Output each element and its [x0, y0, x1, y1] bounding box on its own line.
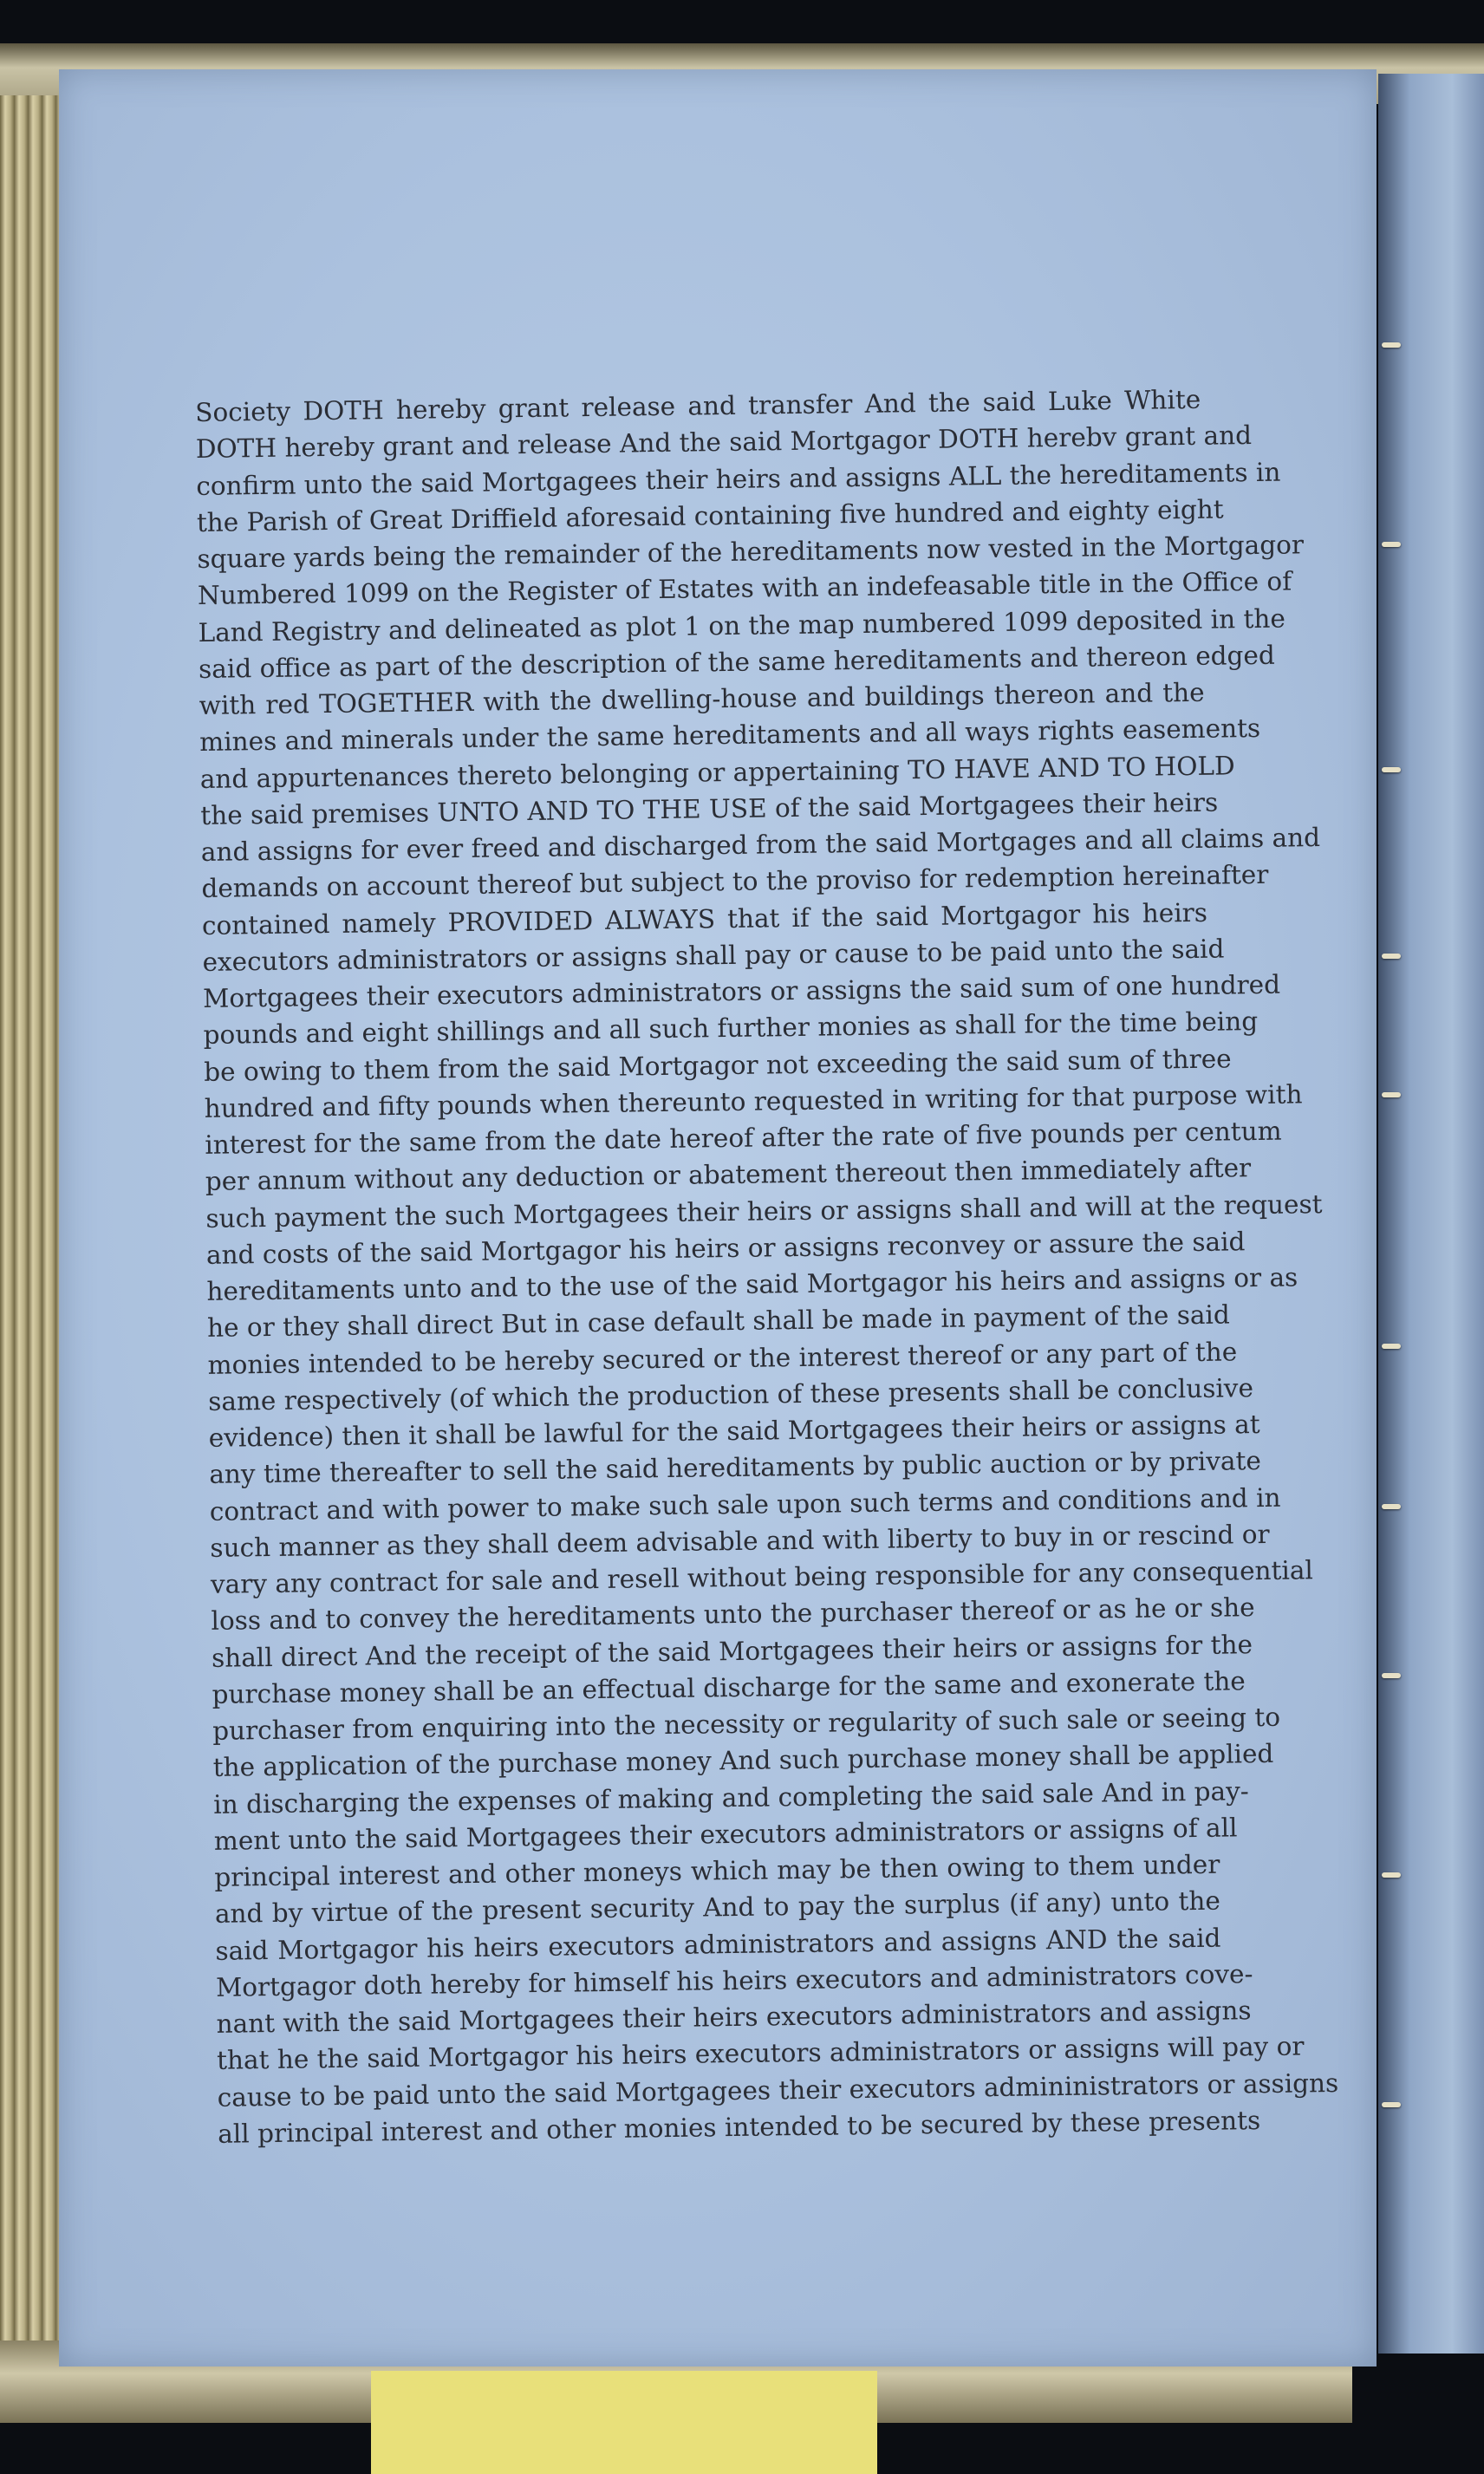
text-line: loss and to convey the hereditaments unto the purchaser thereof or as he or she [211, 1592, 1255, 1637]
text-line: mines and minerals under the same hereditaments and all ways rights easements [199, 713, 1261, 758]
text-line: shall direct And the receipt of the said Mortgagees their heirs or assigns for the [211, 1629, 1253, 1673]
text-line: DOTH hereby grant and release And the said Mortgagor DOTH herebv grant and [195, 420, 1253, 465]
text-line: such manner as they shall deem advisable and with liberty to buy in or rescind or [210, 1519, 1270, 1563]
stitch-mark [1382, 954, 1401, 959]
text-line: purchaser from enquiring into the necessity or regularity of such sale or seeing to [212, 1702, 1281, 1746]
text-line: and by virtue of the present security And to pay the surplus (if any) unto the [214, 1885, 1221, 1930]
text-line: said office as part of the description of the same hereditaments and thereon edged [198, 640, 1275, 684]
text-line: nant with the said Mortgagees their heirs executors administrators and assigns [216, 1995, 1252, 2039]
stitch-mark [1382, 767, 1401, 772]
text-line: Land Registry and delineated as plot 1 on the map numbered 1099 deposited in the [198, 603, 1286, 648]
text-line: confirm unto the said Mortgagees their heirs and assigns ALL the hereditaments in [196, 457, 1281, 501]
text-line: be owing to them from the said Mortgagor not exceeding the said sum of three [204, 1043, 1232, 1087]
text-line: contract and with power to make such sale upon such terms and conditions and in [209, 1482, 1281, 1527]
text-line: principal interest and other moneys which may be then owing to them under [214, 1849, 1220, 1892]
stitch-mark [1382, 1872, 1401, 1878]
text-line: the application of the purchase money And such purchase money shall be applied [212, 1739, 1274, 1783]
yellow-paper-tab [371, 2371, 877, 2474]
stitch-mark [1382, 1344, 1401, 1349]
text-line: evidence) then it shall be lawful for the said Mortgagees their heirs or assigns at [208, 1410, 1260, 1453]
text-line: in discharging the expenses of making and completing the said sale And in pay- [213, 1775, 1249, 1820]
stitch-mark [1382, 2102, 1401, 2107]
text-line: the said premises UNTO AND TO THE USE of the said Mortgagees their heirs [200, 787, 1219, 830]
text-line: and costs of the said Mortgagor his heirs or assigns reconvey or assure the said [205, 1226, 1246, 1270]
stitch-mark [1382, 1673, 1401, 1678]
text-line: and assigns for ever freed and discharged from the said Mortgages and all claims and [200, 823, 1321, 867]
binding-stitches [1377, 0, 1403, 2474]
stitch-mark [1382, 542, 1401, 547]
text-line: the Parish of Great Driffield aforesaid containing five hundred and eighty eight [196, 494, 1224, 537]
text-line: that he the said Mortgagor his heirs executors administrators or assigns will pay or [216, 2031, 1305, 2076]
text-line: said Mortgagor his heirs executors administrators and assigns AND the said [215, 1923, 1221, 1966]
text-line: hundred and fifty pounds when thereunto requested in writing for that purpose with [204, 1079, 1303, 1123]
text-line: square yards being the remainder of the hereditaments now vested in the Mortgagor [197, 530, 1305, 574]
stitch-mark [1382, 342, 1401, 348]
text-line: hereditaments unto and to the use of the said Mortgagor his heirs and assigns or as [206, 1262, 1298, 1306]
text-line: Society DOTH hereby grant release and transfer And the said Luke White [195, 384, 1201, 427]
text-line: Mortgagees their executors administrators or assigns the said sum of one hundred [202, 969, 1281, 1013]
text-line: such payment the such Mortgagees their heirs or assigns shall and will at the request [205, 1188, 1323, 1234]
text-line: with red TOGETHER with the dwelling-house and buildings thereon and the [199, 677, 1205, 720]
text-line: any time thereafter to sell the said hereditaments by public auction or by private [209, 1446, 1262, 1490]
text-line: cause to be paid unto the said Mortgagees their executors admininistrators or assigns [217, 2067, 1339, 2113]
stitch-mark [1382, 1504, 1401, 1509]
text-line: ment unto the said Mortgagees their executors administrators or assigns of all [213, 1813, 1238, 1856]
text-line: Numbered 1099 on the Register of Estates with an indefeasable title in the Office of [197, 566, 1292, 611]
text-line: monies intended to be hereby secured or the interest thereof or any part of the [207, 1336, 1238, 1380]
text-line: purchase money shall be an effectual discharge for the same and exonerate the [212, 1666, 1246, 1709]
text-line: Mortgagor doth hereby for himself his heirs executors and administrators cove- [215, 1958, 1253, 2002]
text-line: demands on account thereof but subject to the proviso for redemption hereinafter [201, 860, 1269, 904]
stitch-mark [1382, 1092, 1401, 1097]
text-line: pounds and eight shillings and all such further monies as shall for the time being [203, 1006, 1259, 1051]
deed-text-block [195, 381, 1339, 2152]
text-line: and appurtenances thereto belonging or appertaining TO HAVE AND TO HOLD [199, 750, 1235, 794]
text-line: executors administrators or assigns shall pay or cause to be paid unto the said [202, 934, 1225, 977]
text-line: same respectively (of which the production of these presents shall be conclusive [207, 1372, 1254, 1416]
text-line: contained namely PROVIDED ALWAYS that if the said Mortgagor his heirs [201, 897, 1208, 941]
text-line: all principal interest and other monies intended to be secured by these presents [218, 2105, 1261, 2149]
text-line: he or they shall direct But in case default shall be made in payment of the said [206, 1299, 1230, 1344]
text-line: interest for the same from the date hereof after the rate of five pounds per centum [205, 1116, 1282, 1160]
text-line: vary any contract for sale and resell without being responsible for any consequential [210, 1555, 1314, 1599]
text-line: per annum without any deduction or abatement thereout then immediately after [205, 1153, 1252, 1197]
